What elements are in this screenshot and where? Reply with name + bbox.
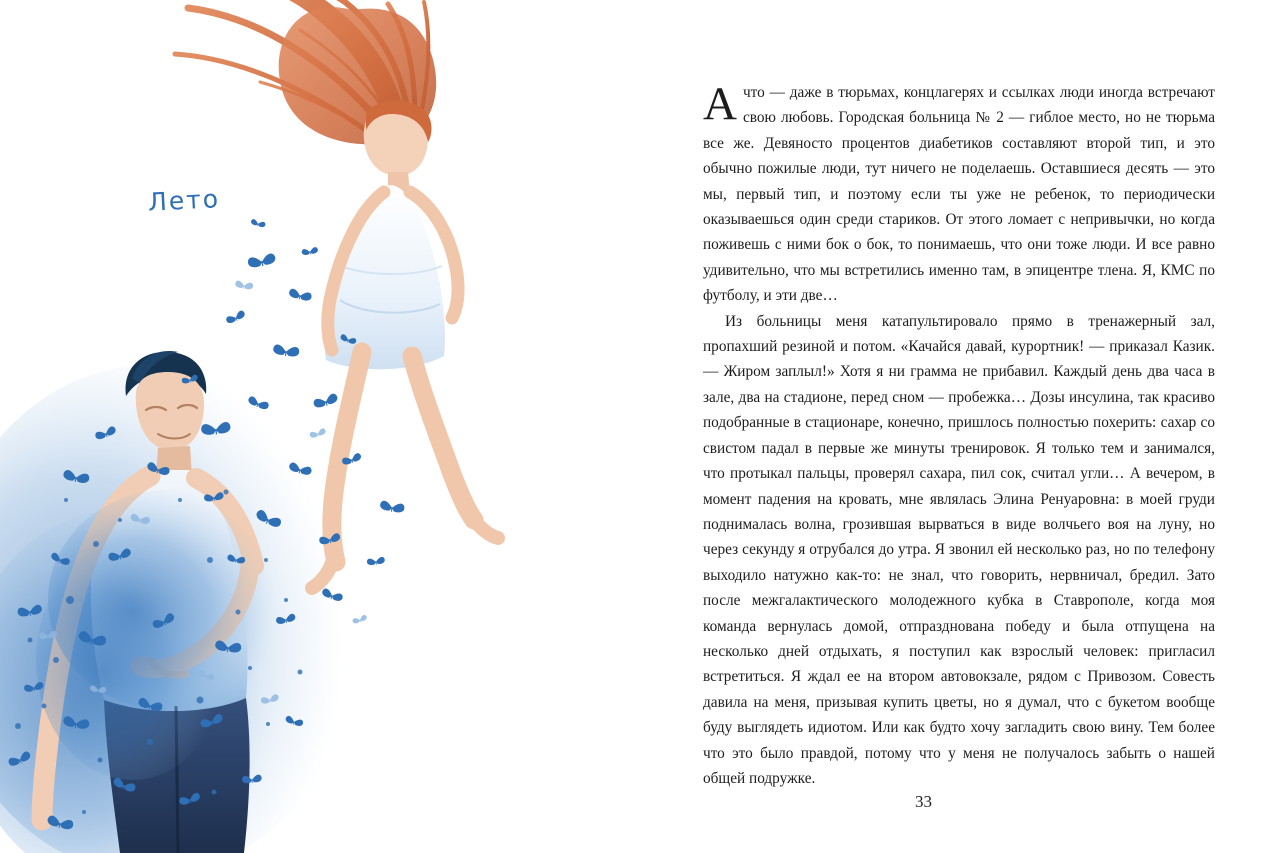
paragraph-1 bbox=[703, 80, 1215, 309]
page-number: 33 bbox=[915, 792, 932, 811]
paragraph-1-text: что — даже в тюрьмах, концлагерях и ссылках люди иногда встречают свою любовь. Городская больница № 2 — гиблое место, но не тюрьма все же. Девяносто процентов диабетиков составляют второй тип, и это обычно пожилые люди, тут ничего не поделаешь. Оставшиеся десять — это мы, первый тип, и поэтому если ты уже не ребенок, то периодически оказываешься один среди стариков. От этого ломает с непривычки, но когда поживешь с ними бок о бок, то понимаешь, что они тоже люди. И все равно удивительно, что мы встретились именно там, в эпицентре тлена. Я, КМС по футболу, и эти две… bbox=[703, 84, 1215, 305]
body-text bbox=[703, 80, 1215, 791]
illustration-caption: Лето bbox=[147, 184, 221, 217]
text-page bbox=[640, 0, 1280, 853]
paragraph-2: Из больницы меня катапультировало прямо в тренажерный зал, пропахший резиной и потом. «Качайся давай, курортник! — приказал Казик. — Жиром заплыл!» Хотя я ни грамма не прибавил. Каждый день два часа в зале, два на стадионе, перед сном — пробежка… Дозы инсулина, так красиво подобранные в стационаре, конечно, пришлось полностью похерить: сахар со свистом падал в первые же минуты тренировок. Я только тем и занимался, что протыкал пальцы, проверял сахара, пил сок, считал угли… А вечером, в момент падения на кровать, мне являлась Элина Ренуаровна: в моей груди поднималась волна, грозившая вырваться в виде волчьего воя на луну, но через секунду я отрубался до утра. Я звонил ей несколько раз, но по телефону выходило натужно как-то: не знал, что говорить, нервничал, бредил. Зато после межгалактического молодежного кубка в Ставрополе, когда моя команда вернулась домой, отпразднована победу и была отпущена на несколько дней отдыхать, я поступил как взрослый человек: пригласил встретиться. Я ждал ее на втором автовокзале, рядом с Привозом. Совесть давила на меня, призывая купить цветы, но я думал, что с букетом вообще буду выглядеть идиотом. Или как будто хочу загладить свою вину. Тем более что это было правдой, потому что у меня не получалось забыть о нашей общей подружке. bbox=[703, 312, 1215, 787]
drop-cap: А bbox=[703, 78, 737, 130]
